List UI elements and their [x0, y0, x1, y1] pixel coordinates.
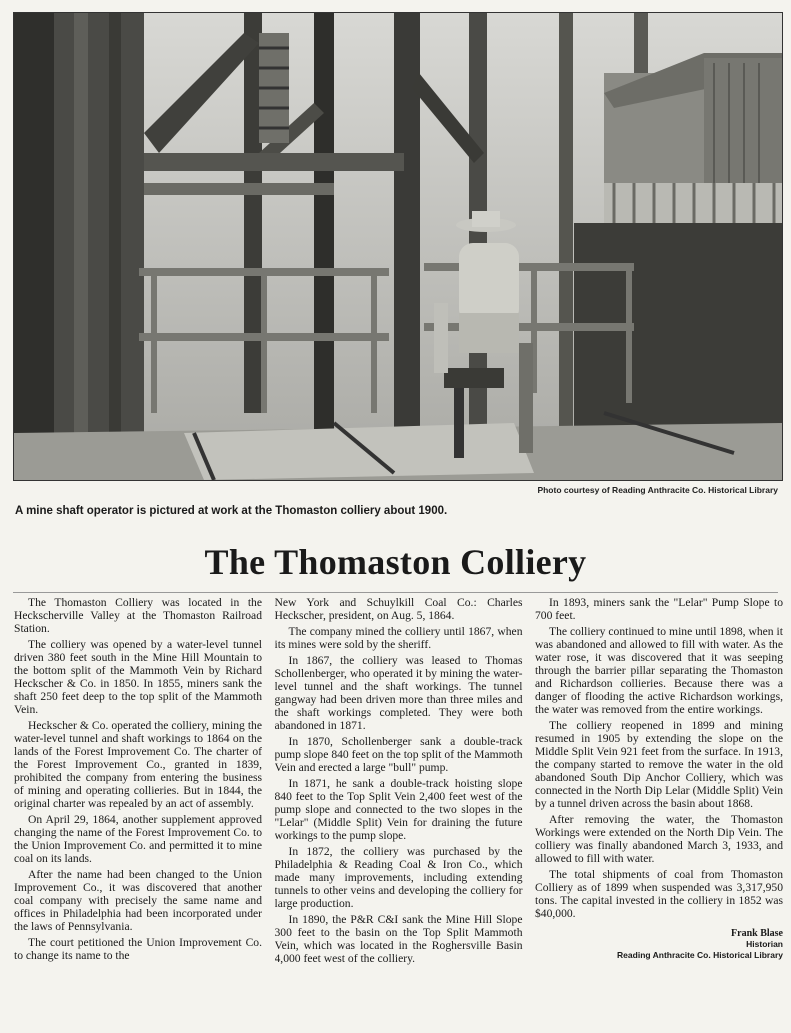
- article-body: [14, 596, 783, 1026]
- author-name: Frank Blase: [731, 928, 783, 939]
- paragraph: On April 29, 1864, another supplement approved changing the name of the Forest Improvement Co. to the Union Improvement Co. and permitted it to mine coal on its lands.: [14, 813, 262, 865]
- photo-credit: Photo courtesy of Reading Anthracite Co. Historical Library: [537, 485, 778, 495]
- author-organization: Reading Anthracite Co. Historical Library: [617, 950, 783, 960]
- paragraph: New York and Schuylkill Coal Co.: Charles Heckscher, president, on Aug. 5, 1864.: [274, 596, 523, 622]
- headline-rule: [13, 592, 778, 593]
- paragraph: The company mined the colliery until 1867, when its mines were sold by the sheriff.: [274, 625, 523, 651]
- article-column-2: [275, 596, 523, 1026]
- paragraph: The colliery was opened by a water-level tunnel driven 380 feet south in the Mine Hill Mountain to the bottom split of the Mammoth Vein by Richard Heckscher & Co. in 1850. In 1855, miners sank the shaft 250 feet deep to the top split of the Mammoth Vein.: [14, 638, 262, 716]
- article-column-1: [14, 596, 262, 1026]
- paragraph: After removing the water, the Thomaston Workings were extended on the North Dip Vein. The colliery was finally abandoned March 3, 1933, and allowed to fill with water.: [535, 813, 783, 865]
- paragraph: In 1872, the colliery was purchased by the Philadelphia & Reading Coal & Iron Co., which made many improvements, including extending tunnels to other veins and developing the colliery for large production.: [274, 845, 523, 910]
- historical-photo: [13, 12, 783, 481]
- mine-shaft-photo-illustration: [14, 13, 782, 480]
- paragraph: The court petitioned the Union Improvement Co. to change its name to the: [14, 936, 262, 962]
- paragraph: The colliery reopened in 1899 and mining resumed in 1905 by extending the slope on the Middle Split Vein 921 feet from the surface. In 1913, the company started to remove the water in the old abandoned South Dip Anchor Colliery, which was connected in the North Dip Lelar (Middle Split) Vein by a tunnel driven across the basin about 1868.: [535, 719, 783, 810]
- paragraph: In 1890, the P&R C&I sank the Mine Hill Slope 300 feet to the basin on the Top Split Mammoth Vein, which was located in the Roghersville Basin 4,000 feet west of the colliery.: [274, 913, 523, 965]
- paragraph: After the name had been changed to the Union Improvement Co., it was discovered that another coal company with precisely the same name and offices in Philadelphia had been incorporated under the laws of Pennsylvania.: [14, 868, 262, 933]
- byline: [535, 928, 783, 961]
- photo-caption: A mine shaft operator is pictured at work at the Thomaston colliery about 1900.: [15, 505, 448, 517]
- paragraph: The total shipments of coal from Thomaston Colliery as of 1899 when suspended was 3,317,950 tons. The capital invested in the colliery in 1852 was $40,000.: [535, 868, 783, 920]
- paragraph: In 1871, he sank a double-track hoisting slope 840 feet to the Top Split Vein 2,400 feet west of the pump slope and connected to the two slopes in the "Lelar" (Middle Split) Vein for draining the future workings to the pump slope.: [274, 777, 523, 842]
- paragraph: In 1870, Schollenberger sank a double-track pump slope 840 feet on the top split of the Mammoth Vein and erected a large "bull" pump.: [274, 735, 523, 774]
- article-headline: The Thomaston Colliery: [204, 542, 587, 582]
- paragraph: In 1893, miners sank the "Lelar" Pump Slope to 700 feet.: [535, 596, 783, 622]
- paragraph: Heckscher & Co. operated the colliery, mining the water-level tunnel and shaft workings to 1864 on the lands of the Forest Improvement Co. The charter of the Forest Improvement Co., granted in 1839, prohibited the company from entering the business of mining and operating collieries. But in 1844, the original charter was repealed by an act of assembly.: [14, 719, 262, 810]
- article-column-3: [535, 596, 783, 1026]
- paragraph: In 1867, the colliery was leased to Thomas Schollenberger, who operated it by mining the water-level tunnel and the shaft workings. The tunnel gangway had been driven more than three miles and the shaft workings completed. They were both abandoned in 1871.: [274, 654, 523, 732]
- author-role: Historian: [746, 939, 783, 949]
- paragraph: The Thomaston Colliery was located in the Heckscherville Valley at the Thomaston Railroad Station.: [14, 596, 262, 635]
- paragraph: The colliery continued to mine until 1898, when it was abandoned and allowed to fill with water. As the water rose, it was discovered that it was seeping through the barrier pillar separating the Thomaston and Richardson collieries. Because there was a danger of flooding the active Richardson workings, the water was removed from the entire workings.: [535, 625, 783, 716]
